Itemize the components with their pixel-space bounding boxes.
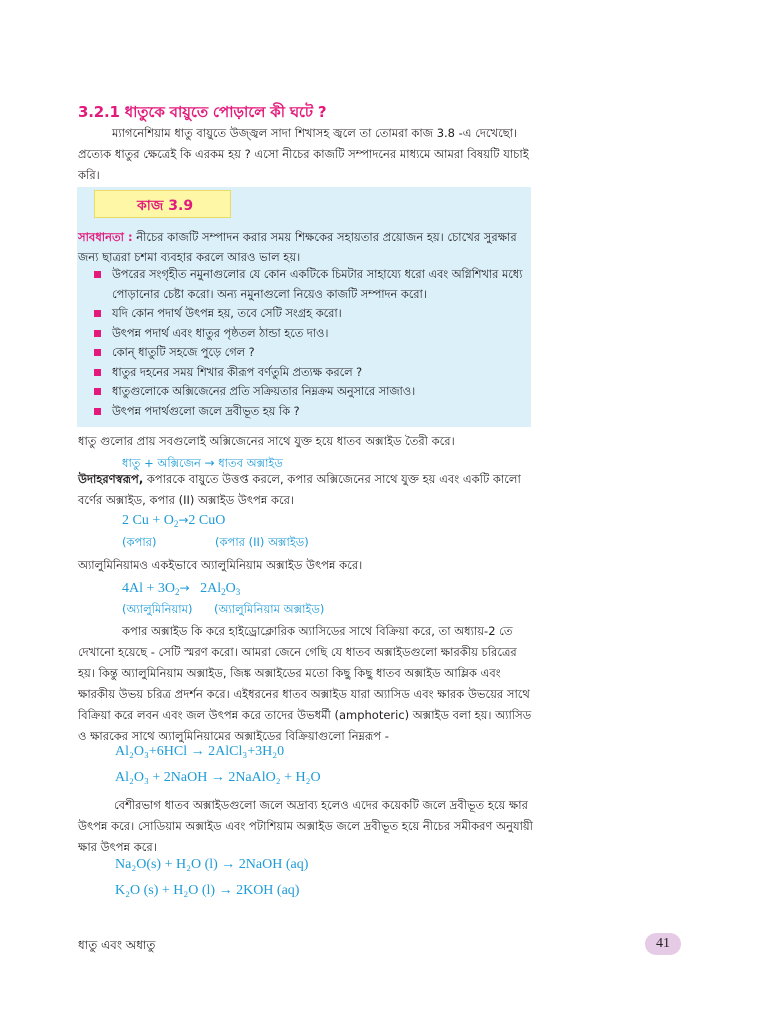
activity-step: উৎপন্ন পদার্থ এবং ধাতুর পৃষ্ঠতল ঠান্ডা হতে দাও। <box>92 324 528 344</box>
caution-key: সাবধানতা : <box>78 230 133 244</box>
copper-label-product: (কপার (II) অক্সাইড) <box>215 535 309 549</box>
equation-aluminium-rhs: 2Al <box>200 581 222 596</box>
example-text: কপারকে বায়ুতে উত্তপ্ত করলে, কপার অক্সিজেনের সাথে যুক্ত হয় এবং একটি কালো বর্ণের অক্সাইড, কপার (II) অক্সাইড উৎপন্ন করে। <box>78 472 521 507</box>
caution-note <box>78 227 530 267</box>
equation-copper-lhs: 2 Cu + O <box>122 513 174 528</box>
equation-aluminium-rsub1: 2 <box>221 587 226 597</box>
equation-aluminium-sub: 2 <box>175 587 180 597</box>
metal-oxide-statement: ধাতু গুলোর প্রায় সবগুলোই অক্সিজেনের সাথে যুক্ত হয়ে ধাতব অক্সাইড তৈরী করে। <box>78 434 455 448</box>
activity-step: উপরের সংগৃহীত নমুনাগুলোর যে কোন একটিকে চিমটার সাহায্যে ধরো এবং অগ্নিশিখার মধ্যে পোড়ানোর চেষ্টা করো। অন্য নমুনাগুলো নিয়েও কাজটি সম্পাদন করো। <box>92 265 528 304</box>
equation-aluminium-lhs: 4Al + 3O <box>122 581 176 596</box>
word-equation-reactants: ধাতু + অক্সিজেন <box>122 456 201 470</box>
activity-step: ধাতুর দহনের সময় শিখার কীরূপ বর্ণতুমি প্রত্যক্ষ করলে ? <box>92 363 528 383</box>
aluminium-label-product: (অ্যালুমিনিয়াম অক্সাইড) <box>214 602 325 616</box>
activity-step: কোন্ ধাতুটি সহজে পুড়ে গেল ? <box>92 343 528 363</box>
arrow-icon: → <box>204 456 215 470</box>
arrow-icon: → <box>179 581 190 595</box>
amphoteric-paragraph: কপার অক্সাইড কি করে হাইড্রোক্লোরিক অ্যাসিডের সাথে বিক্রিয়া করে, তা অধ্যায়-2 তে দেখানো হয়েছে - সেটি স্মরণ করো। আমরা জেনে গেছি যে ধাতব অক্সাইডগুলো ক্ষারকীয় চরিত্রের হয়। কিন্তু অ্যালুমিনিয়াম অক্সাইড, জিঙ্ক অক্সাইডের মতো কিছু কিছু ধাতব অক্সাইড আম্লিক এবং ক্ষারকীয় উভয় চরিত্র প্রদর্শন করে। এইধরনের ধাতব অক্সাইড যারা অ্যাসিড এবং ক্ষারক উভয়ের সাথে বিক্রিয়া করে লবন এবং জল উৎপন্ন করে তাদের উভধর্মী (amphoteric) অক্সাইড বলা হয়। অ্যাসিড ও ক্ষারকের সাথে অ্যালুমিনিয়ামের অক্সাইডের বিক্রিয়াগুলো নিম্নরূপ - <box>78 624 532 743</box>
activity-steps <box>92 265 528 421</box>
copper-label-reactant: (কপার) <box>122 535 157 549</box>
equation-copper <box>122 513 225 529</box>
equation-alumina-hcl: Al₂O₃+6HCl → 2AlCl₃+3H₂0 <box>115 744 285 759</box>
arrow-icon: → <box>178 513 189 527</box>
activity-step: ধাতুগুলোকে অক্সিজেনের প্রতি সক্রিয়তার নিম্নক্রম অনুসারে সাজাও। <box>92 382 528 402</box>
equation-copper-rhs: 2 CuO <box>188 513 226 528</box>
activity-label-box <box>94 190 231 218</box>
section-title: 3.2.1 ধাতুকে বায়ুতে পোড়ালে কী ঘটে ? <box>78 103 327 121</box>
chapter-title: ধাতু এবং অধাতু <box>78 938 156 952</box>
aluminium-statement: অ্যালুমিনিয়ামও একইভাবে অ্যালুমিনিয়াম অক্সাইড উৎপন্ন করে। <box>78 558 363 572</box>
activity-step: যদি কোন পদার্থ উৎপন্ন হয়, তবে সেটি সংগ্রহ করো। <box>92 304 528 324</box>
equation-aluminium <box>122 581 240 597</box>
activity-label: কাজ 3.9 <box>137 198 194 214</box>
example-paragraph <box>78 469 534 511</box>
equation-copper-sub: 2 <box>173 519 179 529</box>
alkali-paragraph: বেশীরভাগ ধাতব অক্সাইডগুলো জলে অদ্রাব্য হলেও এদের কয়েকটি জলে দ্রবীভূত হয়ে ক্ষার উৎপন্ন করে। সোডিয়াম অক্সাইড এবং পটাশিয়াম অক্সাইড জলে দ্রবীভূত হয়ে নীচের সমীকরণ অনুযায়ী ক্ষার উৎপন্ন করে। <box>78 798 533 854</box>
example-key: উদাহরণস্বরূপ, <box>78 472 144 486</box>
intro-paragraph: ম্যাগনেশিয়াম ধাতু বায়ুতে উজ্জ্বল সাদা শিখাসহ জ্বলে তা তোমরা কাজ 3.8 -এ দেখেছো। প্রত্যেক ধাতুর ক্ষেত্রেই কি এরকম হয় ? এসো নীচের কাজটি সম্পাদনের মাধ্যমে আমরা বিষয়টি যাচাই করি। <box>78 126 529 182</box>
word-equation-product: ধাতব অক্সাইড <box>218 456 283 470</box>
caution-text: নীচের কাজটি সম্পাদন করার সময় শিক্ষকের সহায়তার প্রয়োজন হয়। চোখের সুরক্ষার জন্য ছাত্ররা চশমা ব্যবহার করলে আরও ভাল হয়। <box>78 230 517 264</box>
page-number: 41 <box>645 933 681 955</box>
equation-alumina-naoh: Al₂O₃ + 2NaOH → 2NaAlO₂ + H₂O <box>115 770 321 785</box>
equation-potassium-oxide: K₂O (s) + H₂O (l) → 2KOH (aq) <box>115 883 300 898</box>
aluminium-label-reactant: (অ্যালুমিনিয়াম) <box>122 602 193 616</box>
equation-sodium-oxide: Na₂O(s) + H₂O (l) → 2NaOH (aq) <box>115 857 309 872</box>
activity-step: উৎপন্ন পদার্থগুলো জলে দ্রবীভূত হয় কি ? <box>92 402 528 422</box>
equation-aluminium-rsub2: 3 <box>235 587 241 597</box>
equation-aluminium-rmid: O <box>225 581 236 596</box>
